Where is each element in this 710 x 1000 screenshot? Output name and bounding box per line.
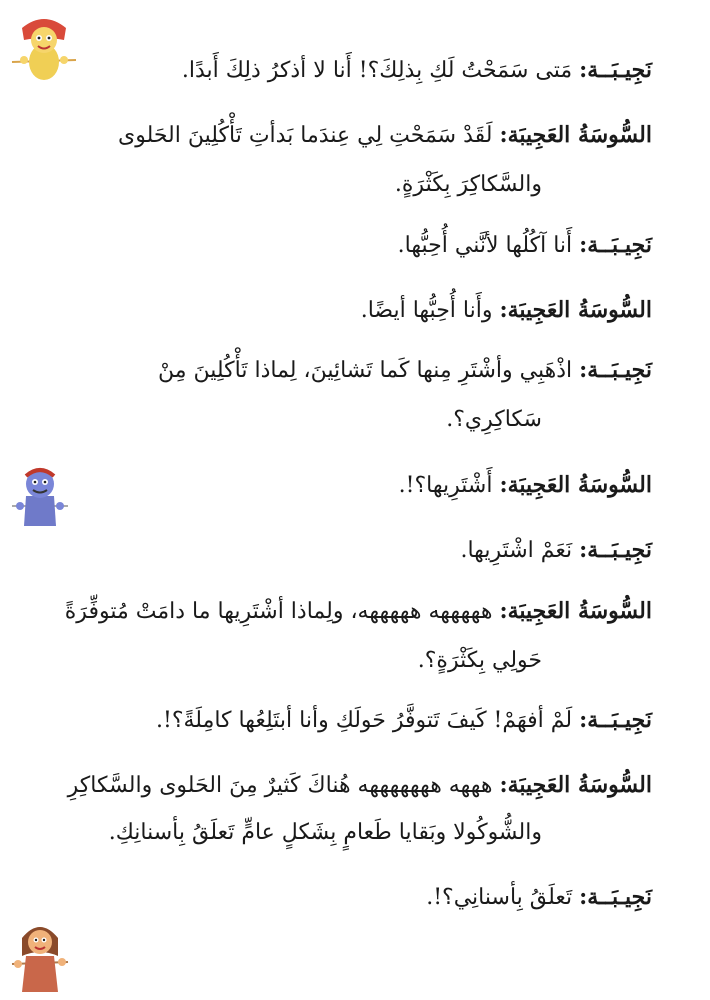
dialogue-text: أَنا آكُلُها لأنَّني أُحِبُّها. xyxy=(397,233,573,258)
speaker-label: نَجِيـبَــة: xyxy=(579,707,652,733)
dialogue-line xyxy=(72,295,652,326)
dialogue-text: لَمْ أفهَمْ! كَيفَ تَتوفَّرُ حَولَكِ وأنا أبتَلِعُها كامِلَةً؟!. xyxy=(155,708,573,733)
dialogue-text: مَتى سَمَحْتُ لَكِ بِذلِكَ؟! أَنا لا أذكرُ ذلِكَ أَبدًا. xyxy=(181,58,573,83)
dialogue-continuation: والشُّوكُولا وبَقايا طَعامٍ بِشَكلٍ عامٍّ تَعلَقُ بِأسنانِكِ. xyxy=(108,820,542,845)
dialogue-line xyxy=(64,596,652,627)
dialogue-text: أَشْتَرِيها؟!. xyxy=(398,473,493,498)
girl-puppet-icon xyxy=(8,912,72,992)
speaker-label: نَجِيـبَــة: xyxy=(579,357,652,383)
dialogue-line xyxy=(72,55,652,86)
dialogue-line xyxy=(72,535,652,566)
speaker-label: السُّوسَةُ العَجِيبَة: xyxy=(499,472,652,498)
dialogue-line xyxy=(72,230,652,261)
speaker-label: نَجِيـبَــة: xyxy=(579,232,652,258)
dialogue-text: لَقَدْ سَمَحْتِ لِي عِندَما بَدأتِ تَأْكُلِينَ الحَلوى xyxy=(117,123,493,148)
speaker-label: السُّوسَةُ العَجِيبَة: xyxy=(499,297,652,323)
speaker-label: نَجِيـبَــة: xyxy=(579,57,652,83)
dialogue-line xyxy=(72,355,652,386)
dialogue-continuation: حَولِي بِكَثْرَةٍ؟. xyxy=(417,648,542,673)
dialogue-line xyxy=(72,882,652,913)
dialogue-continuation: والسَّكاكِرَ بِكَثْرَةٍ. xyxy=(394,172,542,197)
dialogue-line xyxy=(72,470,652,501)
najiba-puppet-icon xyxy=(8,10,80,82)
dialogue-line xyxy=(67,770,652,801)
speaker-label: السُّوسَةُ العَجِيبَة: xyxy=(499,122,652,148)
speaker-label: نَجِيـبَــة: xyxy=(579,884,652,910)
dialogue-text: نَعَمْ اشْتَرِيها. xyxy=(460,538,573,563)
speaker-label: نَجِيـبَــة: xyxy=(579,537,652,563)
dialogue-continuation: سَكاكِرِي؟. xyxy=(446,407,542,432)
dialogue-text: هههه هههههههه هُناكَ كَثيرٌ مِنَ الحَلوى والسَّكاكِرِ xyxy=(67,773,493,798)
speaker-label: السُّوسَةُ العَجِيبَة: xyxy=(499,598,652,624)
dialogue-text: تَعلَقُ بِأسنانِي؟!. xyxy=(426,885,573,910)
dialogue-text: اذْهَبِي وأشْتَرِ مِنها كَما تَشائِينَ، لِماذا تَأْكُلِينَ مِنْ xyxy=(157,358,573,383)
speaker-label: السُّوسَةُ العَجِيبَة: xyxy=(499,772,652,798)
dialogue-line xyxy=(72,120,652,151)
dialogue-line xyxy=(72,705,652,736)
dialogue-text: وأَنا أُحِبُّها أيضًا. xyxy=(360,298,493,323)
tooth-worm-puppet-icon xyxy=(10,460,70,530)
dialogue-text: هههههه هههههه، ولِماذا أشْتَرِيها ما دامَتْ مُتوفِّرَةً xyxy=(64,599,493,624)
